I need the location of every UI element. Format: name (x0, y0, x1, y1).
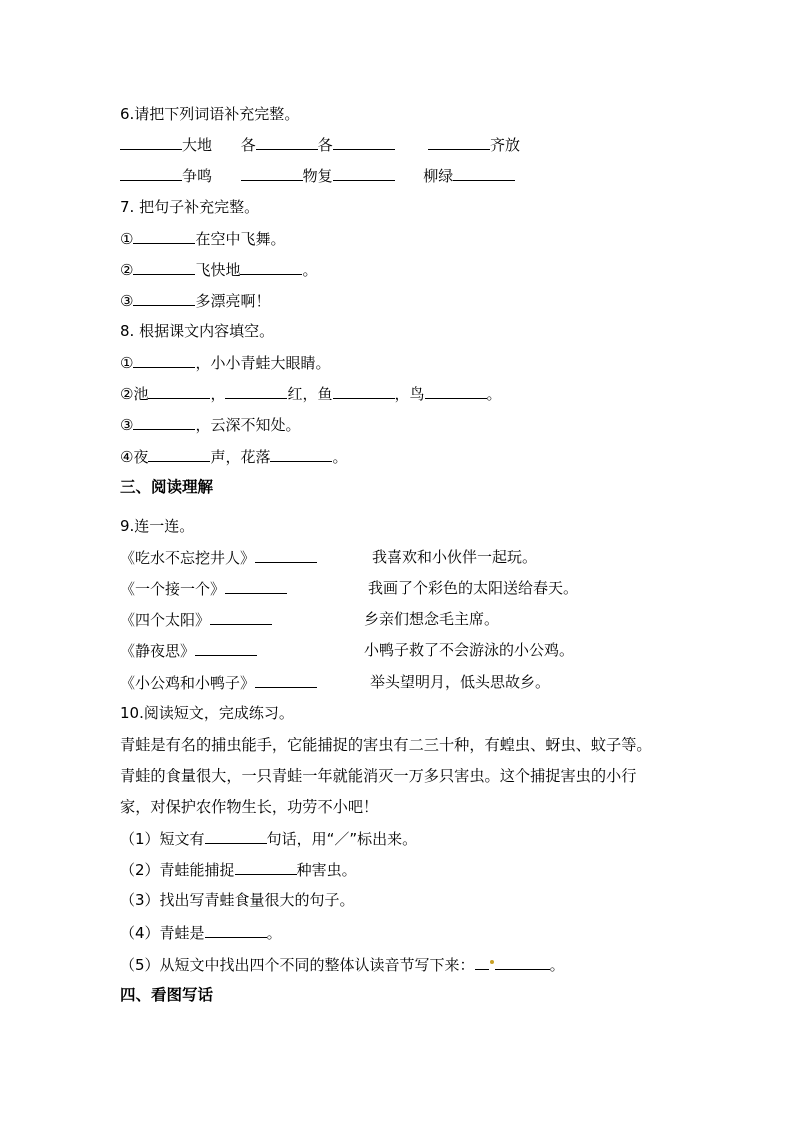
blank[interactable] (120, 134, 182, 150)
word-text: 大地 (182, 136, 213, 154)
q7-item-1 (120, 228, 285, 249)
match-left-5[interactable]: 《小公鸡和小鸭子》 (120, 672, 317, 693)
match-right-5[interactable]: 举头望明月，低头思故乡。 (370, 673, 551, 691)
blank[interactable] (120, 165, 182, 181)
blank[interactable] (225, 383, 287, 399)
item-text: 池 (133, 385, 149, 403)
blank[interactable] (210, 609, 272, 625)
section-heading: 四、看图写话 (120, 986, 214, 1004)
blank[interactable] (255, 672, 317, 688)
q8-item-2 (120, 383, 502, 404)
match-left-2[interactable]: 《一个接一个》 (120, 578, 287, 599)
q8-item-1 (120, 352, 330, 373)
item-text: ，云深不知处。 (195, 416, 301, 434)
section-heading: 三、阅读理解 (120, 478, 214, 496)
blank[interactable] (333, 383, 395, 399)
passage-line: 青蛙是有名的捕虫能手，它能捕捉的害虫有二三十种，有蝗虫、蚜虫、蚊子等。 (120, 736, 652, 754)
blank[interactable] (235, 859, 297, 875)
blank[interactable] (270, 446, 332, 462)
item-text: ，小小青蛙大眼睛。 (195, 354, 331, 372)
q7-item-3 (120, 290, 270, 311)
q7-item-2 (120, 259, 317, 280)
q10-item-5: （5）从短文中找出四个不同的整体认读音节写下来： 。 (120, 956, 565, 974)
match-left-3[interactable]: 《四个太阳》 (120, 609, 272, 630)
q6-title: 6.请把下列词语补充完整。 (120, 105, 300, 123)
blank[interactable] (425, 383, 487, 399)
item-text: ， (210, 385, 226, 403)
passage-line: 青蛙的食量很大，一只青蛙一年就能消灭一万多只害虫。这个捕捉害虫的小行 (120, 767, 637, 785)
q8-item-3 (120, 414, 300, 435)
blank[interactable] (205, 922, 267, 938)
item-number: ③ (120, 416, 134, 434)
q10-item-3: （3）找出写青蛙食量很大的句子。 (120, 891, 355, 909)
blank[interactable] (133, 352, 195, 368)
blank[interactable] (148, 446, 210, 462)
match-right-1[interactable]: 我喜欢和小伙伴一起玩。 (372, 548, 538, 566)
blank[interactable] (225, 578, 287, 594)
blank[interactable] (453, 165, 515, 181)
blank[interactable] (241, 165, 303, 181)
word-text: 各 (240, 136, 256, 154)
word-text: 齐放 (490, 136, 521, 154)
item-text: 。 (486, 385, 502, 403)
passage-line: 家，对保护农作物生长，功劳不小吧！ (120, 798, 379, 816)
item-text: 声，花落 (210, 448, 271, 466)
item-text: ，鸟 (394, 385, 425, 403)
word-text: 柳绿 (423, 167, 454, 185)
item-number: ② (120, 385, 134, 403)
blank[interactable] (495, 954, 550, 970)
word-text: 物复 (302, 167, 333, 185)
blank[interactable] (133, 259, 195, 275)
item-text: 在空中飞舞。 (195, 230, 286, 248)
q10-title: 10.阅读短文，完成练习。 (120, 704, 294, 722)
blank[interactable] (256, 134, 318, 150)
blank[interactable] (428, 134, 490, 150)
q6-row2 (120, 165, 515, 186)
match-right-3[interactable]: 乡亲们想念毛主席。 (364, 610, 500, 628)
word-text: 各 (317, 136, 333, 154)
item-text: 。 (332, 448, 348, 466)
item-text: 夜 (133, 448, 149, 466)
item-number: ② (120, 261, 134, 279)
blank[interactable] (255, 547, 317, 563)
blank[interactable] (148, 383, 210, 399)
item-number: ① (120, 354, 134, 372)
blank[interactable] (133, 414, 195, 430)
blank[interactable] (133, 290, 195, 306)
blank[interactable] (195, 640, 257, 656)
q8-title: 8. 根据课文内容填空。 (120, 322, 275, 340)
q6-row1 (120, 134, 520, 155)
word-text: 争鸣 (182, 167, 213, 185)
match-left-1[interactable]: 《吃水不忘挖井人》 (120, 547, 317, 568)
item-number: ① (120, 230, 134, 248)
blank[interactable] (475, 954, 489, 970)
item-number: ③ (120, 292, 134, 310)
cursor-mark-icon (490, 960, 494, 964)
blank[interactable] (205, 828, 267, 844)
item-text: 多漂亮啊！ (195, 292, 271, 310)
item-text: 飞快地 (195, 261, 241, 279)
item-text: 红，鱼 (287, 385, 333, 403)
q10-item-4: （4）青蛙是 。 (120, 924, 282, 942)
match-left-4[interactable]: 《静夜思》 (120, 640, 257, 661)
item-number: ④ (120, 448, 134, 466)
blank[interactable] (333, 165, 395, 181)
blank[interactable] (333, 134, 395, 150)
blank[interactable] (133, 228, 195, 244)
q7-title: 7. 把句子补充完整。 (120, 198, 260, 216)
match-right-4[interactable]: 小鸭子救了不会游泳的小公鸡。 (364, 641, 575, 659)
q10-item-2: （2）青蛙能捕捉 种害虫。 (120, 861, 357, 879)
q9-title: 9.连一连。 (120, 517, 195, 535)
item-text: 。 (302, 261, 318, 279)
q10-item-1: （1）短文有 句话，用“／”标出来。 (120, 830, 418, 848)
match-right-2[interactable]: 我画了个彩色的太阳送给春天。 (368, 579, 579, 597)
blank[interactable] (240, 259, 302, 275)
q8-item-4 (120, 446, 348, 467)
